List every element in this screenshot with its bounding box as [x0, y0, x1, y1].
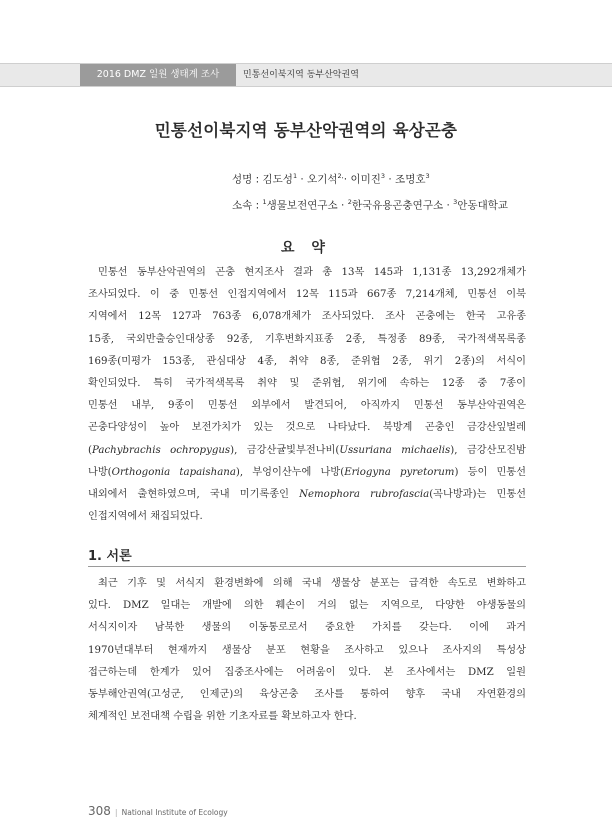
- abstract-line: 15종, 국외반출승인대상종 92종, 기후변화지표종 2종, 특정종 89종, 국가적색목록종: [88, 333, 526, 345]
- species-name: Eriogyna pyretorum: [344, 466, 455, 478]
- org-1-sup: 1: [262, 197, 267, 206]
- separator: ·: [343, 173, 348, 186]
- header-report-tab: 2016 DMZ 일원 생태계 조사: [80, 64, 236, 86]
- org-1: 생물보전연구소: [266, 199, 338, 211]
- abstract-title: 요 약: [281, 240, 331, 256]
- abstract-line: 확인되었다. 특히 국가적색목록 취약 및 준위협, 위기에 속하는 12종 중 7종이: [88, 378, 526, 390]
- intro-line: 최근 기후 및 서식지 환경변화에 의해 국내 생물상 분포는 급격한 속도로 변화하고: [98, 578, 526, 589]
- author-names-line: [232, 165, 508, 191]
- species-name: Nemophora rubrofascia: [299, 489, 430, 501]
- separator: ·: [388, 173, 392, 186]
- author-2: 오기석: [307, 173, 338, 186]
- abstract-line: 169종(미평가 153종, 관심대상 4종, 취약 8종, 준위협 2종, 위기 2종)의 서식이: [88, 355, 526, 367]
- separator: ·: [446, 199, 450, 211]
- intro-line: 있다. DMZ 일대는 개발에 의한 훼손이 거의 없는 지역으로, 다양한 야생동물의: [88, 600, 526, 612]
- species-name: Ussuriana michaelis: [339, 444, 451, 456]
- affiliation-line: [232, 191, 508, 217]
- author-block: [232, 165, 508, 216]
- author-1: 김도성: [262, 173, 293, 186]
- text-fragment: ), 부엉이산누에 나방(: [235, 466, 345, 478]
- intro-line: 접근하는데 한계가 있어 집중조사에는 어려움이 있다. 본 조사에서는 DMZ 일원: [88, 666, 526, 678]
- abstract-line: [88, 484, 526, 506]
- abstract-body: [88, 262, 526, 528]
- abstract-line: 인접지역에서 채집되었다.: [88, 511, 203, 523]
- institute-name: National Institute of Ecology: [121, 808, 228, 817]
- org-2-sup: 2: [347, 197, 352, 206]
- separator: ·: [341, 199, 345, 211]
- text-fragment: (곡나방과)는 민통선: [429, 489, 526, 501]
- abstract-line: [88, 462, 526, 484]
- separator: ·: [300, 173, 304, 186]
- abstract-line: 지역에서 12목 127과 763종 6,078개체가 조사되었다. 조사 곤충에는 한국 고유종: [88, 311, 526, 323]
- footer-separator: |: [114, 808, 118, 817]
- abstract-line: 곤충다양성이 높아 보전가치가 있는 것으로 나타났다. 북방계 곤충인 금강산잎벌레: [88, 422, 526, 434]
- section-divider: [88, 566, 526, 567]
- author-3-sup: 3: [380, 172, 386, 180]
- author-4-sup: 3: [425, 172, 430, 180]
- species-name: Pachybrachis ochropygus: [91, 444, 231, 456]
- intro-line: 서식지이자 남북한 생물의 이동통로로서 중요한 가치를 갖는다. 이에 과거: [88, 622, 526, 634]
- org-3-sup: 3: [453, 197, 458, 206]
- abstract-line: 민통선 내부, 9종이 민통선 외부에서 발견되어, 아직까지 민통선 동부산악권역은: [88, 400, 526, 412]
- text-fragment: ) 등이 민통선: [454, 466, 526, 478]
- page-number: 308: [88, 804, 111, 818]
- introduction-body: [88, 573, 526, 728]
- text-fragment: ), 금강산모진밤: [450, 444, 526, 456]
- section-title-introduction: 1. 서론: [88, 549, 132, 564]
- abstract-line: 조사되었다. 이 중 민통선 인접지역에서 12목 115과 667종 7,214개체, 민통선 이북: [88, 289, 526, 301]
- page-footer: [88, 800, 228, 819]
- org-3: 안동대학교: [457, 199, 509, 211]
- org-2: 한국유용곤충연구소: [351, 199, 444, 211]
- author-2-sup: 2,: [337, 172, 344, 180]
- species-name: Orthogonia tapaishana: [111, 466, 236, 478]
- author-label: 성명 :: [232, 173, 263, 186]
- author-1-sup: 1: [292, 172, 298, 180]
- text-fragment: 나방(: [88, 466, 112, 478]
- abstract-line: 민통선 동부산악권역의 곤충 현지조사 결과 총 13목 145과 1,131종 13,292개체가: [98, 267, 526, 278]
- intro-line: 체계적인 보전대책 수립을 위한 기초자료를 확보하고자 한다.: [88, 711, 357, 723]
- author-4: 조명호: [395, 173, 426, 186]
- text-fragment: ), 금강산귤빛부전나비(: [230, 444, 340, 456]
- intro-line: 1970년대부터 현재까지 생물상 분포 현황을 조사하고 있으나 조사지의 특성상: [88, 644, 526, 656]
- text-fragment: 내외에서 출현하였으며, 국내 미기록종인: [88, 489, 300, 501]
- abstract-line: [88, 440, 526, 462]
- header-region-subtitle: 민통선이북지역 동부산악권역: [243, 70, 359, 80]
- running-header: [0, 63, 612, 87]
- affiliation-label: 소속 :: [232, 199, 263, 211]
- author-3: 이미진: [350, 173, 381, 186]
- text-fragment: (: [88, 444, 92, 456]
- intro-line: 동부해안권역(고성군, 인제군)의 육상곤충 조사를 통하여 향후 국내 자연환경의: [88, 689, 526, 701]
- paper-title: 민통선이북지역 동부산악권역의 육상곤충: [154, 121, 458, 140]
